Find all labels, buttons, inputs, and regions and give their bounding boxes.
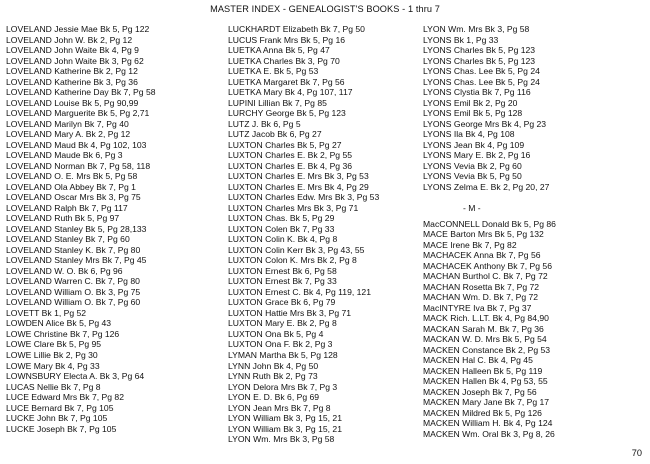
index-entry: LOVELAND O. E. Mrs Bk 5, Pg 58 <box>6 171 138 182</box>
index-entry: LYONS Bk 1, Pg 33 <box>423 34 499 45</box>
index-entry: LUTZ Jacob Bk 6, Pg 27 <box>228 129 322 140</box>
index-entry: LUETKA Mary Bk 4, Pg 107, 117 <box>228 87 353 98</box>
index-entry: LOWE Christine Bk 7, Pg 126 <box>6 328 120 339</box>
index-entry: LYON Wm. Mrs Bk 3, Pg 58 <box>423 24 530 34</box>
index-column-3 <box>423 24 633 439</box>
index-entry: MACKEN Mary Jane Bk 7, Pg 17 <box>423 397 550 408</box>
index-entry: LUCE Bernard Bk 7, Pg 105 <box>6 402 114 413</box>
index-entry: LOVELAND Mary A. Bk 2, Pg 12 <box>6 129 131 140</box>
index-entry: MACHAN Wm. D. Bk 7, Pg 72 <box>423 292 539 303</box>
index-entry: LYONS Vevia Bk 5, Pg 50 <box>423 171 522 182</box>
index-entry: LYNN Ruth Bk 2, Pg 73 <box>228 371 318 382</box>
index-entry: LYONS Charles Bk 5, Pg 123 <box>423 55 536 66</box>
index-entry: LYONS Ila Bk 4, Pg 108 <box>423 129 515 140</box>
index-entry: LUCKHARDT Elizabeth Bk 7, Pg 50 <box>228 24 365 34</box>
index-entry: LOVELAND Jessie Mae Bk 5, Pg 122 <box>6 24 150 34</box>
index-entry: LUETKA Margaret Bk 7, Pg 56 <box>228 76 345 87</box>
index-entry: LUXTON Ona F. Bk 2, Pg 3 <box>228 339 333 350</box>
index-entry: LOVELAND William O. Bk 7, Pg 60 <box>6 297 141 308</box>
index-entry: MACK Rich. L.LT. Bk 4, Pg 84,90 <box>423 313 549 324</box>
index-entry: LOVELAND W. O. Bk 6, Pg 96 <box>6 265 123 276</box>
index-entry: LOVELAND Marilyn Bk 7, Pg 40 <box>6 118 129 129</box>
index-entry: MACKEN Hallen Bk 4, Pg 53, 55 <box>423 376 548 387</box>
index-entry: LOVELAND Louise Bk 5, Pg 90,99 <box>6 97 139 108</box>
index-entry: LUPINI Lillian Bk 7, Pg 85 <box>228 97 327 108</box>
index-entry: LOVELAND John Waite Bk 4, Pg 9 <box>6 45 139 56</box>
index-entry: LURCHY George Bk 5, Pg 123 <box>228 108 346 119</box>
index-entry: LOWDEN Alice Bk 5, Pg 43 <box>6 318 112 329</box>
index-entry: LOVELAND Oscar Mrs Bk 3, Pg 75 <box>6 192 141 203</box>
index-entry: LYONS Chas. Lee Bk 5, Pg 24 <box>423 66 540 77</box>
index-entry: LUXTON Ernest Bk 7, Pg 33 <box>228 276 337 287</box>
index-entry: MACKAN Sarah M. Bk 7, Pg 36 <box>423 323 544 334</box>
index-entry: LOVELAND Maude Bk 6, Pg 3 <box>6 150 123 161</box>
index-entry: LUXTON Chas. Bk 5, Pg 29 <box>228 213 335 224</box>
index-entry: LUCUS Frank Mrs Bk 5, Pg 16 <box>228 34 346 45</box>
index-entry: LOVELAND Stanley Mrs Bk 7, Pg 45 <box>6 255 147 266</box>
index-entry: LUXTON Charles Mrs Bk 3, Pg 71 <box>228 202 359 213</box>
index-entry: LYON William Bk 3, Pg 15, 21 <box>228 423 342 434</box>
index-entry: LOVELAND William O. Bk 3, Pg 75 <box>6 286 141 297</box>
index-entry: MACE Barton Mrs Bk 5, Pg 132 <box>423 229 544 240</box>
index-entry: LUXTON Charles Bk 5, Pg 27 <box>228 139 342 150</box>
index-entry: MACKEN Mildred Bk 5, Pg 126 <box>423 407 542 418</box>
index-entry: LYNN John Bk 4, Pg 50 <box>228 360 319 371</box>
index-entry: MACHACEK Anna Bk 7, Pg 56 <box>423 250 541 261</box>
index-entry: LYONS Charles Bk 5, Pg 123 <box>423 45 536 56</box>
page-number: 70 <box>631 448 642 458</box>
index-entry: LOVELAND Stanley Bk 5, Pg 28,133 <box>6 223 147 234</box>
index-entry: MACKAN W. D. Mrs Bk 5, Pg 54 <box>423 334 547 345</box>
index-entry: LOVELAND Katherine Bk 2, Pg 12 <box>6 66 138 77</box>
index-entry: LUXTON Charles E. Mrs Bk 4, Pg 29 <box>228 181 369 192</box>
index-entry: LOVELAND Ola Abbey Bk 7, Pg 1 <box>6 181 136 192</box>
index-entry: LOVELAND Katherine Bk 3, Pg 36 <box>6 76 138 87</box>
index-entry: LOVELAND Norman Bk 7, Pg 58, 118 <box>6 160 151 171</box>
index-entry: LOWE Lillie Bk 2, Pg 30 <box>6 349 98 360</box>
index-entry: LOVELAND Ralph Bk 7, Pg 117 <box>6 202 128 213</box>
index-entry: LUETKA Anna Bk 5, Pg 47 <box>228 45 330 56</box>
index-entry: LOWE Clare Bk 5, Pg 95 <box>6 339 102 350</box>
index-entry: LUXTON Colon K. Mrs Bk 2, Pg 8 <box>228 255 357 266</box>
index-entry: LUCAS Nellie Bk 7, Pg 8 <box>6 381 101 392</box>
index-entry: LUXTON Colin Kerr Bk 3, Pg 43, 55 <box>228 244 365 255</box>
index-entry: LOVELAND Katherine Day Bk 7, Pg 58 <box>6 87 156 98</box>
index-entry: LUETKA Charles Bk 3, Pg 70 <box>228 55 340 66</box>
index-entry: LUXTON Ona Bk 5, Pg 4 <box>228 328 324 339</box>
index-entry: LUXTON Ernest Bk 6, Pg 58 <box>228 265 337 276</box>
index-entry: LYONS George Mrs Bk 4, Pg 23 <box>423 118 547 129</box>
index-entry: MACKEN Hal C. Bk 4, Pg 45 <box>423 355 533 366</box>
index-entry: LYON Jean Mrs Bk 7, Pg 8 <box>228 402 331 413</box>
index-entry: LOVELAND Maud Bk 4, Pg 102, 103 <box>6 139 147 150</box>
index-column-1 <box>6 24 216 434</box>
index-entry: LOVELAND Stanley Bk 7, Pg 60 <box>6 234 130 245</box>
index-entry: MACHACEK Anthony Bk 7, Pg 56 <box>423 260 552 271</box>
index-entry: MacINTYRE Iva Bk 7, Pg 37 <box>423 302 532 313</box>
page-title: MASTER INDEX - GENEALOGIST'S BOOKS - 1 thru 7 <box>210 4 440 14</box>
index-entry: LYONS Emil Bk 5, Pg 128 <box>423 108 523 119</box>
index-entry: LOVELAND Warren C. Bk 7, Pg 80 <box>6 276 140 287</box>
index-entry: LUTZ J. Bk 6, Pg 5 <box>228 118 301 129</box>
index-entry: LUETKA E. Bk 5, Pg 53 <box>228 66 319 77</box>
index-entry: LUXTON Hattie Mrs Bk 3, Pg 71 <box>228 307 352 318</box>
index-entry: LUXTON Charles Edw. Mrs Bk 3, Pg 53 <box>228 192 380 203</box>
index-entry: LOVELAND John Waite Bk 3, Pg 62 <box>6 55 144 66</box>
index-entry: LUXTON Grace Bk 6, Pg 79 <box>228 297 336 308</box>
index-entry: MACKEN Constance Bk 2, Pg 53 <box>423 344 551 355</box>
index-entry: LUXTON Colen Bk 7, Pg 33 <box>228 223 335 234</box>
index-entry: LUXTON Charles E. Mrs Bk 3, Pg 53 <box>228 171 369 182</box>
index-entry: LYONS Clystia Bk 7, Pg 116 <box>423 87 531 98</box>
index-entry: LYON E. D. Bk 6, Pg 69 <box>228 392 320 403</box>
index-entry: MACKEN Wm. Oral Bk 3, Pg 8, 26 <box>423 428 555 439</box>
section-heading: - M - <box>463 202 481 213</box>
index-entry: LYON Delora Mrs Bk 7, Pg 3 <box>228 381 338 392</box>
index-entry: MACKEN Joseph Bk 7, Pg 56 <box>423 386 537 397</box>
index-entry: MacCONNELL Donald Bk 5, Pg 86 <box>423 218 556 229</box>
index-entry: LYONS Mary E. Bk 2, Pg 16 <box>423 150 531 161</box>
index-entry: LYONS Chas. Lee Bk 5, Pg 24 <box>423 76 540 87</box>
index-entry: LUCE Edward Mrs Bk 7, Pg 82 <box>6 392 124 403</box>
index-entry: LUXTON Mary E. Bk 2, Pg 8 <box>228 318 337 329</box>
index-entry: LUXTON Charles E. Bk 2, Pg 55 <box>228 150 353 161</box>
index-entry: MACKEN Halleen Bk 5, Pg 119 <box>423 365 543 376</box>
index-entry: LOVELAND Marguerite Bk 5, Pg 2,71 <box>6 108 150 119</box>
index-entry: LOVELAND Ruth Bk 5, Pg 97 <box>6 213 120 224</box>
index-entry: LOVELAND Stanley K. Bk 7, Pg 80 <box>6 244 141 255</box>
index-entry: LUXTON Colin K. Bk 4, Pg 8 <box>228 234 338 245</box>
index-entry: MACKEN William H. Bk 4, Pg 124 <box>423 418 553 429</box>
index-entry: LUXTON Ernest C. Bk 4, Pg 119, 121 <box>228 286 371 297</box>
index-entry: LUXTON Charles E. Bk 4, Pg 36 <box>228 160 353 171</box>
index-entry: LYON William Bk 3, Pg 15, 21 <box>228 413 342 424</box>
index-entry: LUCKE John Bk 7, Pg 105 <box>6 413 108 424</box>
index-entry: LYONS Vevia Bk 2, Pg 60 <box>423 160 522 171</box>
index-entry: LYON Wm. Mrs Bk 3, Pg 58 <box>228 434 335 445</box>
index-entry: LOVETT Bk 1, Pg 52 <box>6 307 87 318</box>
index-entry: LOWNSBURY Electa A. Bk 3, Pg 64 <box>6 371 145 382</box>
index-entry: LYONS Jean Bk 4, Pg 109 <box>423 139 525 150</box>
index-entry: LUCKE Joseph Bk 7, Pg 105 <box>6 423 117 434</box>
index-column-2 <box>228 24 438 445</box>
index-entry: LYMAN Martha Bk 5, Pg 128 <box>228 349 338 360</box>
index-entry: LYONS Zelma E. Bk 2, Pg 20, 27 <box>423 181 550 192</box>
index-entry: LOVELAND John W. Bk 2, Pg 12 <box>6 34 133 45</box>
index-entry: LOWE Mary Bk 4, Pg 33 <box>6 360 100 371</box>
index-entry: LYONS Emil Bk 2, Pg 20 <box>423 97 518 108</box>
index-entry: MACHAN Burthol C. Bk 7, Pg 72 <box>423 271 548 282</box>
index-entry: MACE Irene Bk 7, Pg 82 <box>423 239 517 250</box>
index-entry: MACHAN Rosetta Bk 7, Pg 72 <box>423 281 540 292</box>
